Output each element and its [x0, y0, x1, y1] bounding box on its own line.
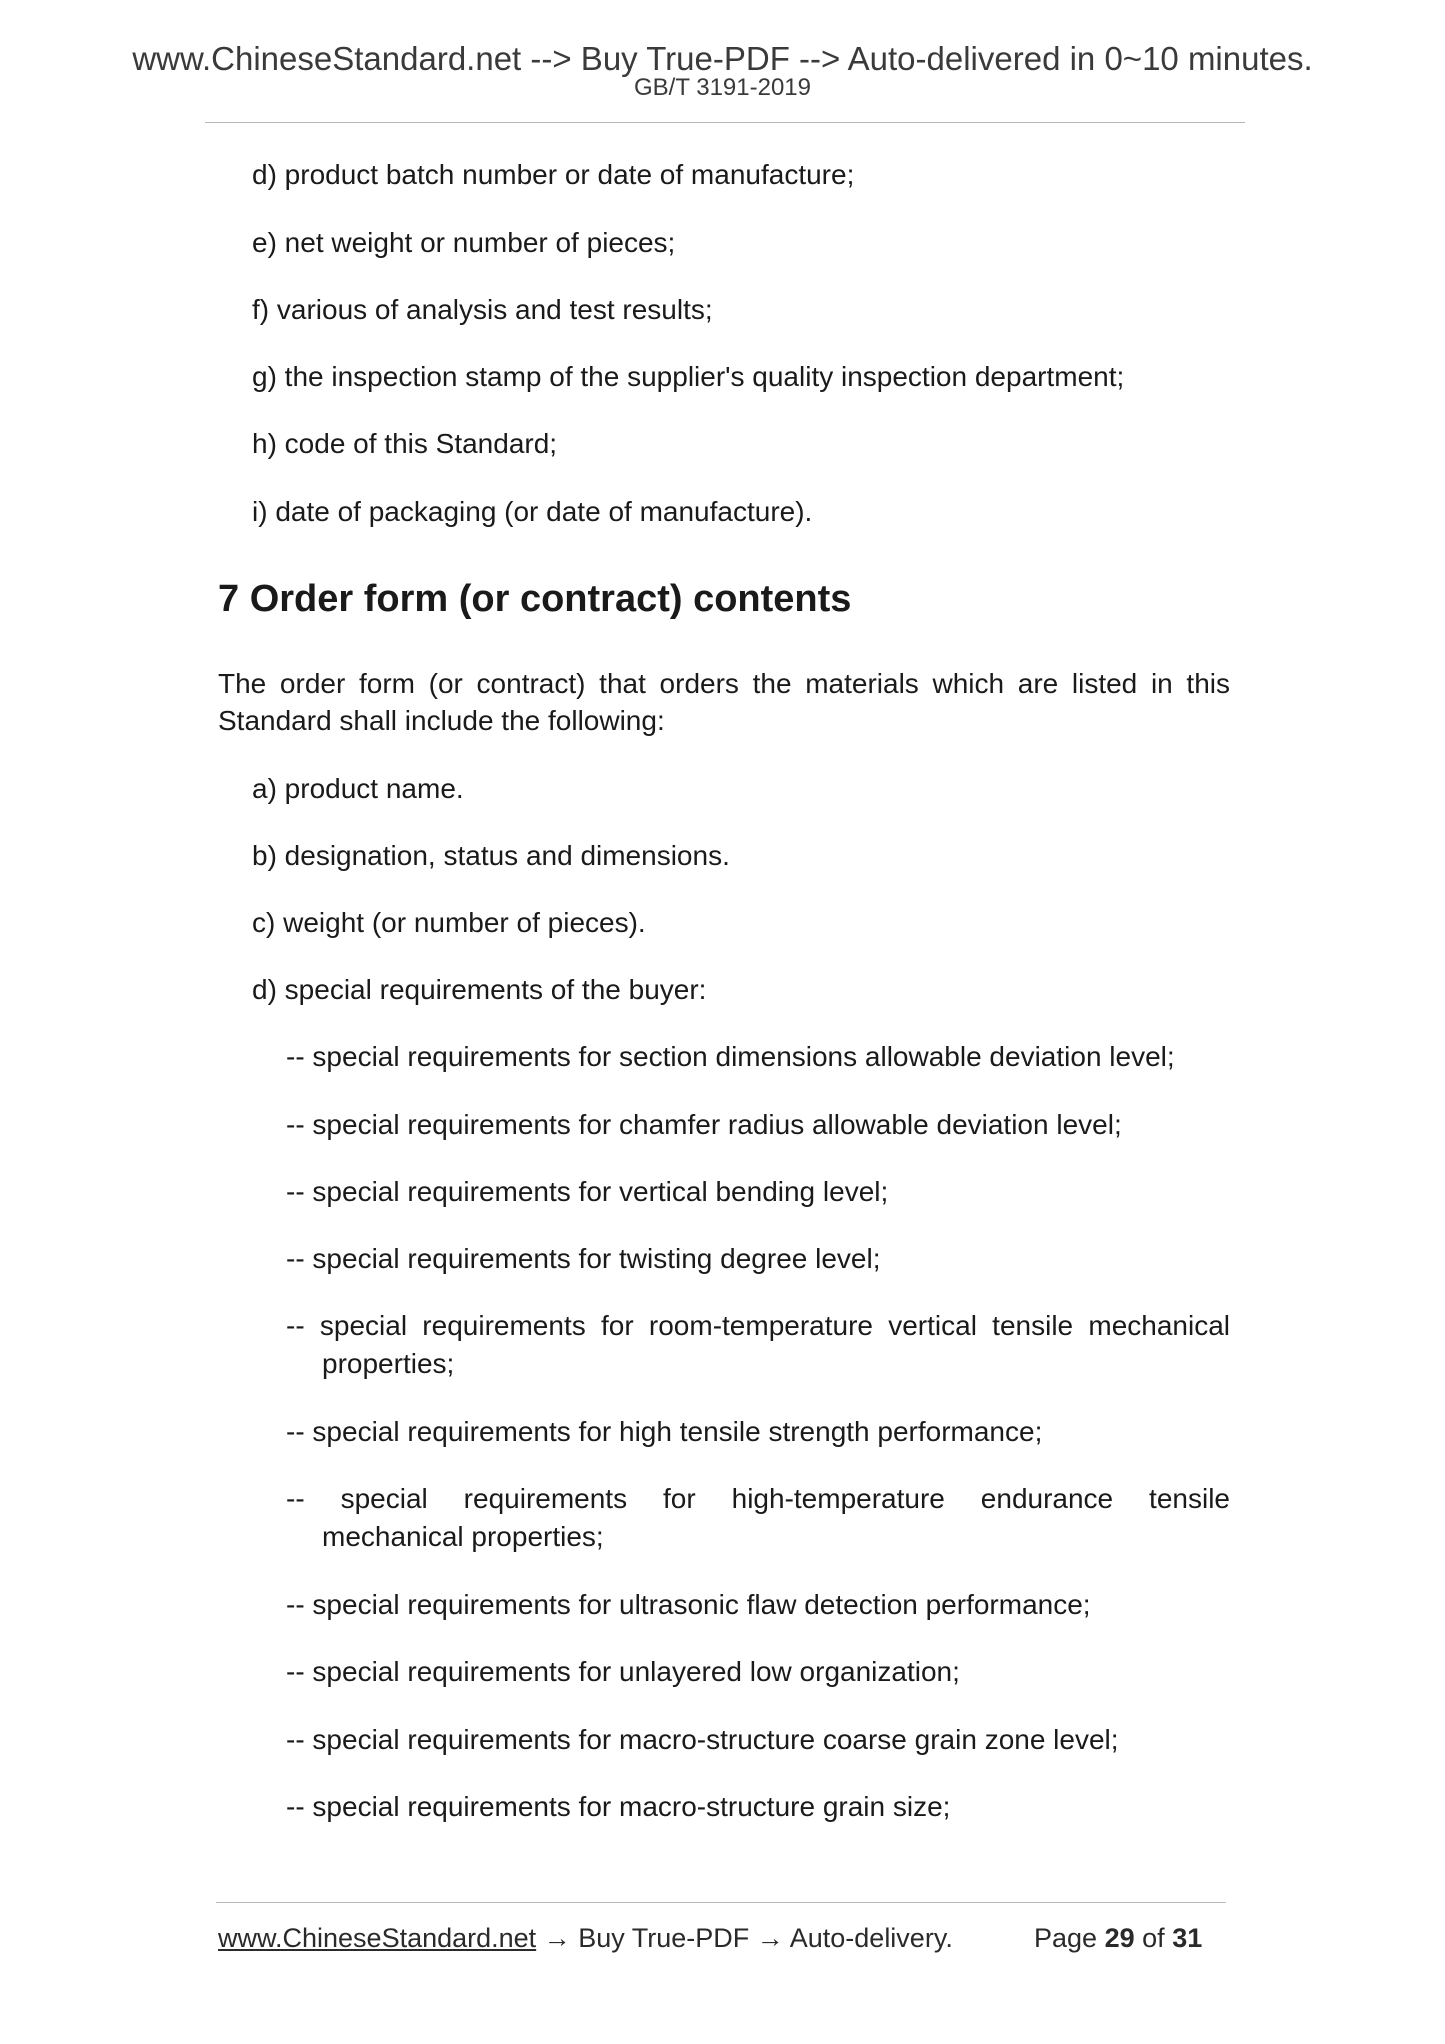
header-divider	[205, 122, 1245, 123]
list-item-e: e) net weight or number of pieces;	[252, 227, 676, 258]
sub-item: -- special requirements for unlayered low organization;	[286, 1656, 960, 1687]
sub-item-continuation: mechanical properties;	[322, 1521, 604, 1552]
list-item-g: g) the inspection stamp of the supplier's quality inspection department;	[252, 361, 1125, 392]
sub-item: -- special requirements for room-temperature vertical tensile mechanical	[286, 1310, 1230, 1341]
sub-item: -- special requirements for macro-structure grain size;	[286, 1791, 951, 1822]
page-number: 29	[1104, 1923, 1135, 1953]
sub-item-continuation: properties;	[322, 1348, 455, 1379]
list-item-i: i) date of packaging (or date of manufacture).	[252, 496, 813, 527]
header-banner: www.ChineseStandard.net --> Buy True-PDF --> Auto-delivered in 0~10 minutes.	[132, 40, 1313, 77]
intro-line-2: Standard shall include the following:	[218, 705, 665, 736]
order-item-a: a) product name.	[252, 773, 464, 804]
order-item-c: c) weight (or number of pieces).	[252, 907, 646, 938]
intro-line-1: The order form (or contract) that orders the materials which are listed in this	[218, 668, 1230, 699]
order-item-d: d) special requirements of the buyer:	[252, 974, 707, 1005]
sub-item: -- special requirements for macro-structure coarse grain zone level;	[286, 1724, 1119, 1755]
total-pages: 31	[1172, 1923, 1203, 1953]
of-word: of	[1142, 1923, 1165, 1953]
sub-item: -- special requirements for vertical bending level;	[286, 1176, 889, 1207]
section-heading: 7 Order form (or contract) contents	[218, 578, 852, 620]
footer-tagline: → Buy True-PDF → Auto-delivery.	[536, 1923, 953, 1953]
footer-divider	[216, 1902, 1226, 1903]
list-item-f: f) various of analysis and test results;	[252, 294, 713, 325]
sub-item: -- special requirements for twisting degree level;	[286, 1243, 881, 1274]
page-word: Page	[1034, 1923, 1098, 1953]
sub-item: -- special requirements for high-temperature endurance tensile	[286, 1483, 1230, 1514]
list-item-h: h) code of this Standard;	[252, 428, 558, 459]
page-indicator	[1034, 1920, 1202, 1956]
order-item-b: b) designation, status and dimensions.	[252, 840, 730, 871]
footer-links	[218, 1920, 953, 1956]
sub-item: -- special requirements for high tensile strength performance;	[286, 1416, 1043, 1447]
footer-site-link[interactable]: www.ChineseStandard.net	[218, 1923, 537, 1953]
list-item-d: d) product batch number or date of manufacture;	[252, 159, 855, 190]
sub-item: -- special requirements for chamfer radius allowable deviation level;	[286, 1109, 1122, 1140]
document-code: GB/T 3191-2019	[633, 74, 811, 101]
sub-item: -- special requirements for ultrasonic flaw detection performance;	[286, 1589, 1091, 1620]
sub-item: -- special requirements for section dimensions allowable deviation level;	[286, 1041, 1175, 1072]
